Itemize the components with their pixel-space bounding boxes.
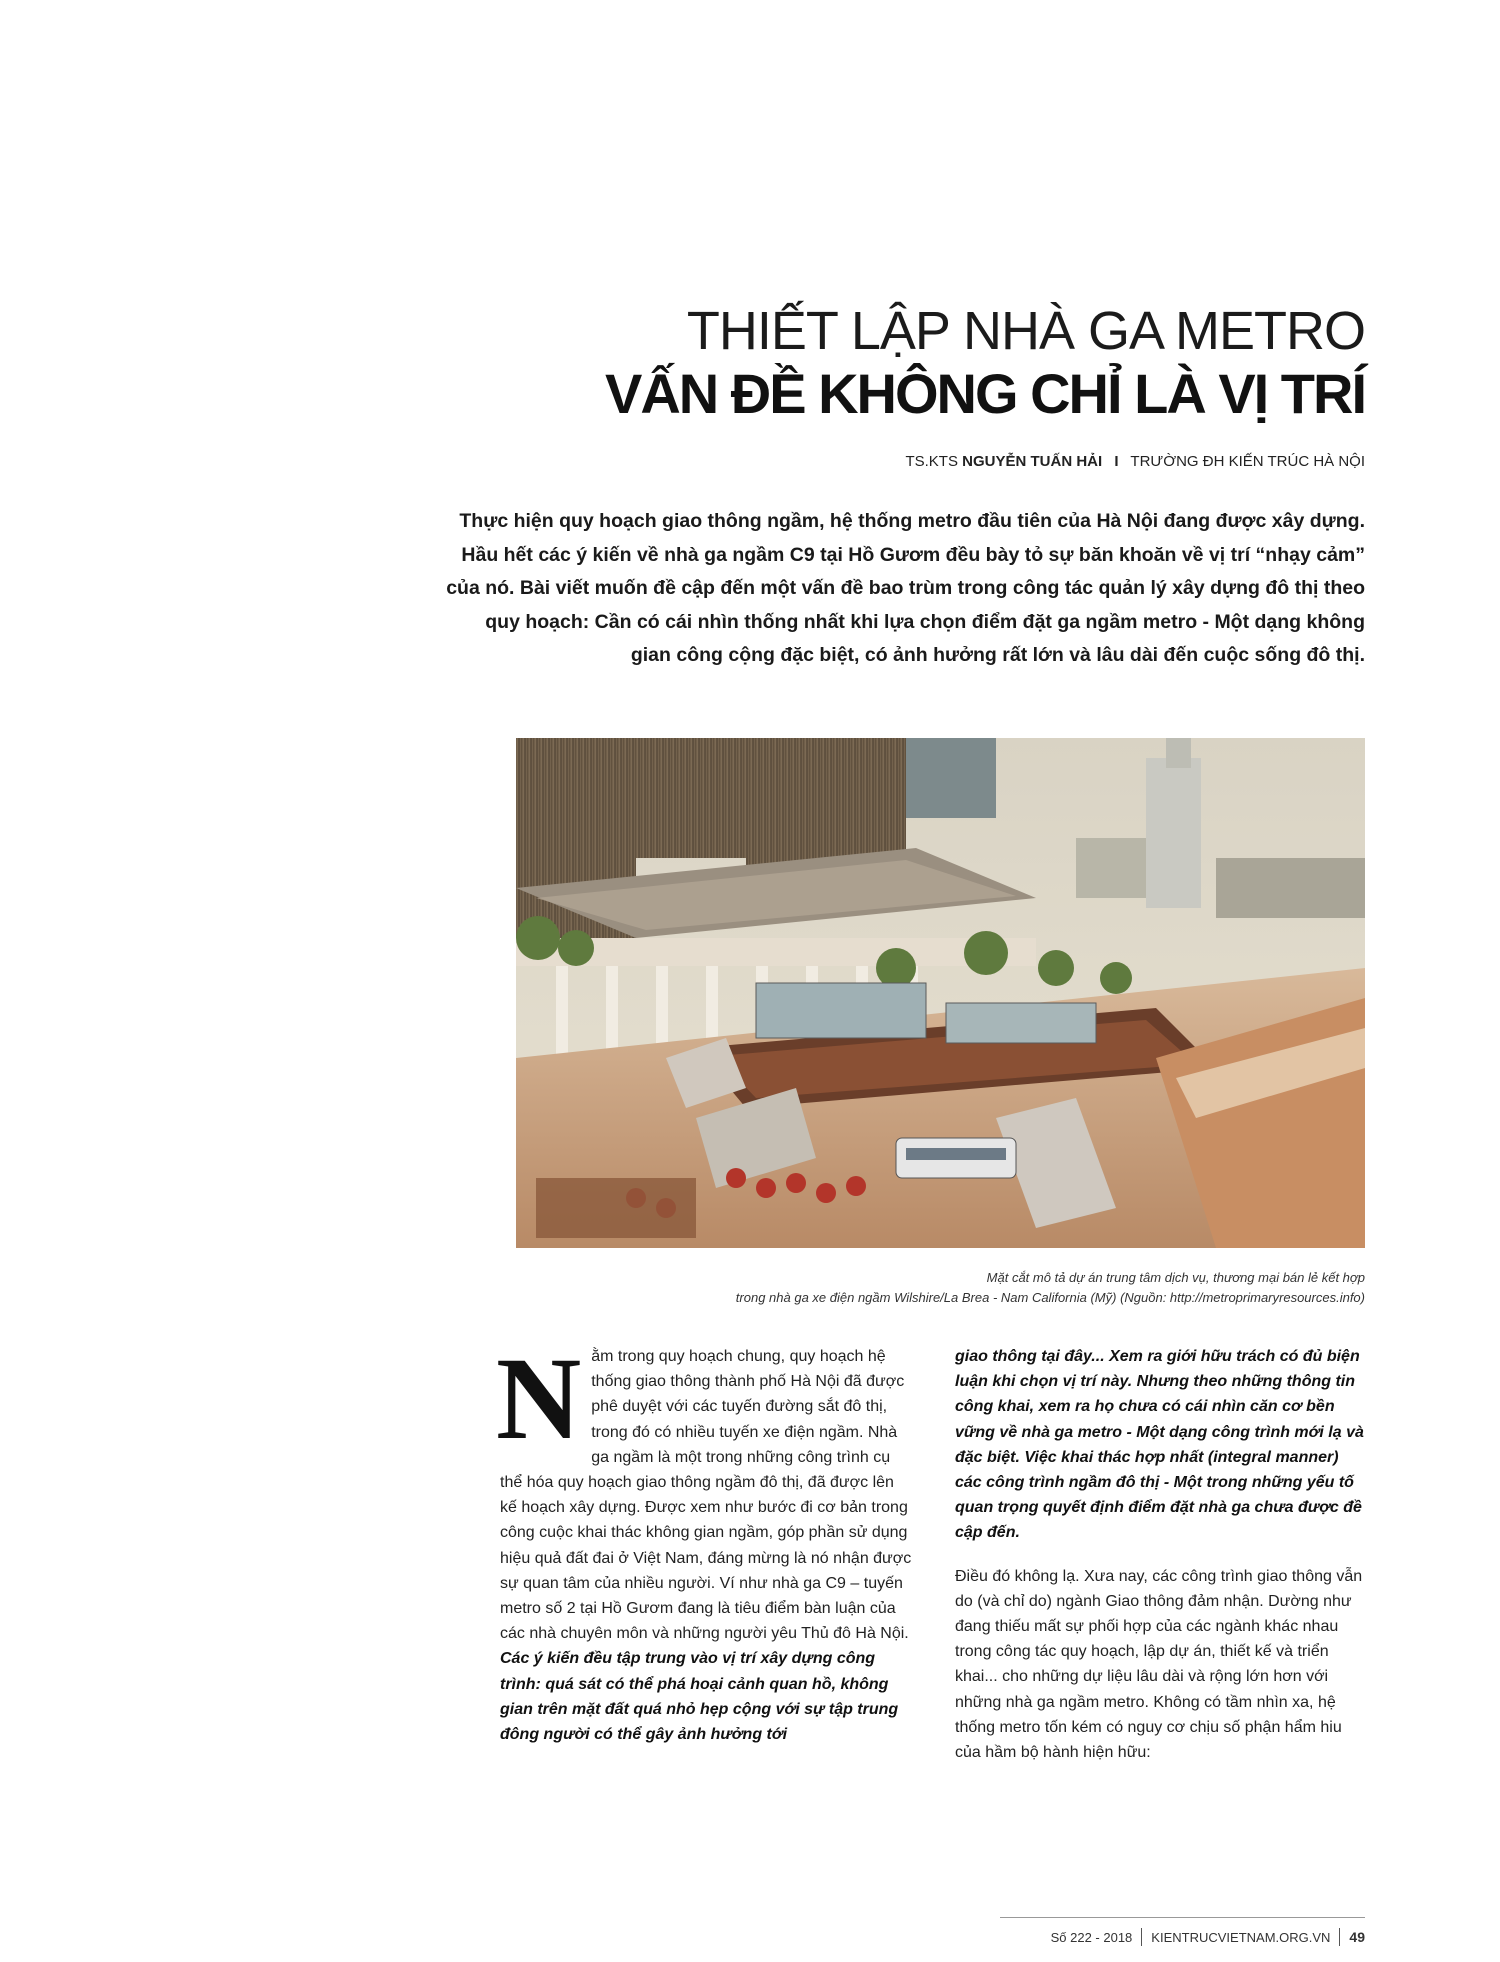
body-text: ằm trong quy hoạch chung, quy hoạch hệ thống giao thông thành phố Hà Nội đã được phê duyệt với các tuyến đường sắt đô thị, trong đó có nhiều tuyến xe điện ngầm. Nhà ga ngầm là một trong những công trình cụ thể hóa quy hoạch giao thông ngầm đô thị, đã được lên kế hoạch xây dựng. Được xem như bước đi cơ bản trong công cuộc khai thác không gian ngầm, góp phần sử dụng hiệu quả đất đai ở Việt Nam, đáng mừng là nó nhận được sự quan tâm của nhiều người. xyxy=(500,1348,912,1592)
body-emphasis: Các ý kiến đều tập trung vào vị trí xây dựng công trình: quá sát có thể phá hoại cảnh quan hồ, không gian trên mặt đất quá nhỏ hẹp cộng với sự tập trung đông người có thể gây ảnh hưởng tới xyxy=(500,1650,899,1744)
caption-line1: Mặt cắt mô tả dự án trung tâm dịch vụ, thương mại bán lẻ kết hợp xyxy=(986,1270,1365,1285)
image-caption xyxy=(516,1268,1365,1308)
article-title-line1: THIẾT LẬP NHÀ GA METRO xyxy=(686,301,1365,361)
page-footer xyxy=(1000,1924,1365,1950)
author-affiliation: TRƯỜNG ĐH KIẾN TRÚC HÀ NỘI xyxy=(1130,453,1365,470)
caption-line2: trong nhà ga xe điện ngầm Wilshire/La Brea - Nam California (Mỹ) (Nguồn: http://metroprimaryresources.info) xyxy=(735,1290,1365,1305)
author-degree: TS.KTS xyxy=(905,453,958,470)
byline xyxy=(700,452,1365,472)
station-illustration xyxy=(516,738,1365,1248)
issue-number: Số 222 - 2018 xyxy=(1050,1929,1133,1945)
body-paragraph xyxy=(496,1333,914,1747)
footer-divider xyxy=(1339,1928,1340,1946)
footer-divider xyxy=(1141,1928,1142,1946)
body-emphasis-continued: giao thông tại đây... Xem ra giới hữu trách có đủ biện luận khi chọn vị trí này. Nhưng theo những thông tin công khai, xem ra họ chưa có cái nhìn căn cơ bền vững về nhà ga metro - Một dạng công trình mới lạ và đặc biệt. Việc khai thác hợp nhất (integral manner) các công trình ngầm đô thị - Một trong những yếu tố quan trọng quyết định điểm đặt nhà ga chưa được đề cập đến. xyxy=(955,1348,1364,1542)
body-paragraph-2: Điều đó không lạ. Xưa nay, các công trình giao thông vẫn do (và chỉ do) ngành Giao thông đảm nhận. Dường như đang thiếu mất sự phối hợp của các ngành khác nhau trong công tác quy hoạch, lập dự án, thiết kế và triển khai... cho những dự liệu lâu dài và rộng lớn hơn với những nhà ga ngầm metro. Không có tầm nhìn xa, hệ thống metro tốn kém có nguy cơ chịu số phận hẩm hiu của hầm bộ hành hiện hữu: xyxy=(955,1567,1363,1762)
byline-separator: I xyxy=(1114,453,1119,470)
drop-cap: N xyxy=(496,1333,582,1464)
body-column-left xyxy=(496,1333,914,1765)
article-title-line2: VẤN ĐỀ KHÔNG CHỈ LÀ VỊ TRÍ xyxy=(604,362,1365,425)
body-text-tail: Ví như nhà ga C9 – tuyến metro số 2 tại Hồ Gươm đang là tiêu điểm bàn luận của các nhà chuyên môn và những người yêu Thủ đô Hà Nội. xyxy=(500,1574,909,1643)
footer-rule xyxy=(1000,1917,1365,1918)
author-name: NGUYỄN TUẤN HẢI xyxy=(962,453,1103,470)
lead-paragraph: Thực hiện quy hoạch giao thông ngầm, hệ thống metro đầu tiên của Hà Nội đang được xây dựng. Hầu hết các ý kiến về nhà ga ngầm C9 tại Hồ Gươm đều bày tỏ sự băn khoăn về vị trí “nhạy cảm” của nó. Bài viết muốn đề cập đến một vấn đề bao trùm trong công tác quản lý xây dựng đô thị theo quy hoạch: Cần có cái nhìn thống nhất khi lựa chọn điểm đặt ga ngầm metro - Một dạng không gian công cộng đặc biệt, có ảnh hưởng rất lớn và lâu dài đến cuộc sống đô thị. xyxy=(446,510,1365,666)
page-number: 49 xyxy=(1349,1929,1365,1945)
website-label: KIENTRUCVIETNAM.ORG.VN xyxy=(1151,1929,1331,1945)
body-column-right xyxy=(955,1344,1365,1783)
